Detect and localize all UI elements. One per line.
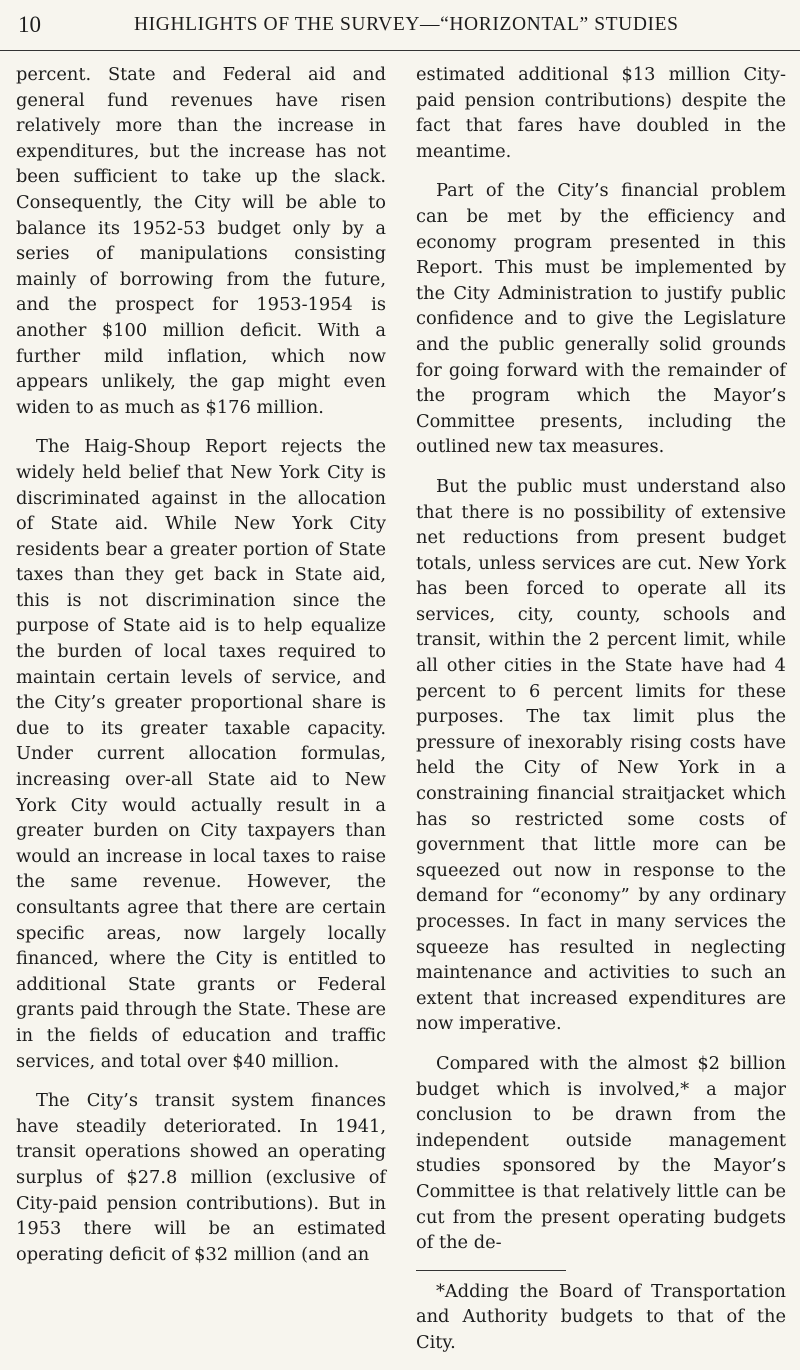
header-rule — [0, 50, 800, 51]
page-number: 10 — [18, 12, 41, 37]
paragraph: The Haig-Shoup Report rejects the widely held belief that New York City is discriminated against in the allocation of State aid. While New York City residents bear a greater portion of State taxes than they get back in State aid, this is not discrimination since the purpose of State aid is to help equalize the burden of local taxes required to maintain certain levels of service, and the City’s greater proportional share is due to its greater taxable capacity. Under current allocation formulas, increasing over-all State aid to New York City would actually result in a greater burden on City taxpayers than would an increase in local taxes to raise the same revenue. However, the consultants agree that there are certain specific areas, now largely locally financed, where the City is entitled to additional State grants or Federal grants paid through the State. These are in the fields of education and traffic services, and total over $40 million. — [16, 436, 386, 1072]
footnote-rule — [416, 1270, 566, 1271]
paragraph: The City’s transit system finances have steadily deteriorated. In 1941, transit operations showed an operating surplus of $27.8 million (exclusive of City-paid pension contributions). But in 1953 there will be an estimated operating deficit of $32 million (and an — [16, 1090, 386, 1265]
right-column — [416, 62, 786, 1370]
paragraph: Part of the City’s financial problem can be met by the efficiency and economy program presented in this Report. This must be implemented by the City Administration to justify public confidence and to give the Legislature and the public generally solid grounds for going forward with the remainder of the program which the Mayor’s Committee presents, including the outlined new tax measures. — [416, 180, 786, 458]
footnote: *Adding the Board of Transportation and Authority budgets to that of the City. — [416, 1280, 786, 1353]
paragraph: percent. State and Federal aid and general fund revenues have risen relatively more than the increase in expenditures, but the increase has not been sufficient to take up the slack. Consequently, the City will be able to balance its 1952-53 budget only by a series of manipulations consisting mainly of borrowing from the future, and the prospect for 1953-1954 is another $100 million deficit. With a further mild inflation, which now appears unlikely, the gap might even widen to as much as $176 million. — [16, 64, 386, 418]
text-columns — [16, 62, 786, 1370]
paragraph: Compared with the almost $2 billion budget which is involved,* a major conclusion to be drawn from the independent outside management studies sponsored by the Mayor’s Committee is that relatively little can be cut from the present operating budgets of the de- — [416, 1052, 786, 1254]
page-header — [16, 10, 786, 40]
paragraph: But the public must understand also that there is no possibility of extensive net reductions from present budget totals, unless services are cut. New York has been forced to operate all its services, city, county, schools and transit, within the 2 percent limit, while all other cities in the State have had 4 percent to 6 percent limits for these purposes. The tax limit plus the pressure of inexorably rising costs have held the City of New York in a constraining financial straitjacket which has so restricted some costs of government that little more can be squeezed out now in response to the demand for “economy” by any ordinary processes. In fact in many services the squeeze has resulted in neglecting maintenance and activities to such an extent that increased expenditures are now imperative. — [416, 475, 786, 1035]
left-column — [16, 62, 386, 1370]
running-title: HIGHLIGHTS OF THE SURVEY—“HORIZONTAL” STUDIES — [134, 14, 679, 35]
paragraph: estimated additional $13 million City-paid pension contributions) despite the fact that fares have doubled in the meantime. — [416, 64, 786, 162]
